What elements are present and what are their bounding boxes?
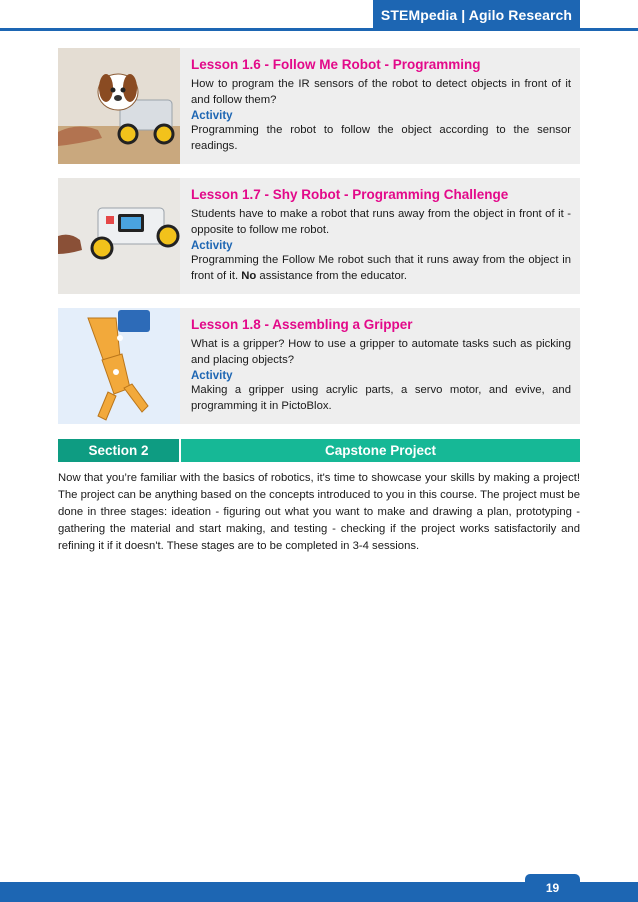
- brand-header: STEMpedia | Agilo Research: [373, 0, 580, 30]
- lesson-image-follow-me-robot: [58, 48, 180, 164]
- activity-text-bold: No: [241, 269, 257, 282]
- activity-text: Making a gripper using acrylic parts, a servo motor, and evive, and programming it in PictoBlox.: [191, 384, 571, 412]
- activity-text: Programming the robot to follow the object according to the sensor readings.: [191, 124, 571, 152]
- section-header: [58, 439, 580, 462]
- lesson-content: [180, 308, 580, 424]
- activity-text-part: assistance from the educator.: [256, 269, 408, 282]
- robot-car-illustration: [58, 178, 180, 294]
- activity-text: [191, 253, 571, 284]
- lesson-title: Lesson 1.8 - Assembling a Gripper: [191, 317, 413, 332]
- lesson-card-1-8: [58, 308, 580, 424]
- gripper-illustration: [58, 308, 180, 424]
- lesson-image-shy-robot: [58, 178, 180, 294]
- lesson-content: [180, 178, 580, 294]
- section-label: Section 2: [58, 439, 179, 462]
- section-title: Capstone Project: [181, 439, 580, 462]
- lesson-card-1-7: [58, 178, 580, 294]
- lesson-description: What is a gripper? How to use a gripper to automate tasks such as picking and placing objects?: [191, 338, 571, 366]
- page-number: 19: [525, 874, 580, 902]
- lesson-image-gripper: [58, 308, 180, 424]
- lesson-description: Students have to make a robot that runs away from the object in front of it - opposite to follow me robot.: [191, 208, 571, 236]
- lesson-content: [180, 48, 580, 164]
- lesson-title: Lesson 1.7 - Shy Robot - Programming Challenge: [191, 187, 509, 202]
- activity-text-part: Programming the Follow Me robot such that it runs away from the object in front of it.: [191, 254, 571, 282]
- activity-label: Activity: [191, 240, 233, 252]
- activity-label: Activity: [191, 370, 233, 382]
- section-body: Now that you’re familiar with the basics of robotics, it's time to showcase your skills by making a project! The project can be anything based on the concepts introduced to you in this course. The project must be done in three stages: ideation - figuring out what you want to make and drawing a plan, prototyping - gathering the material and start making, and testing - checking if the project works satisfactorily and refining it if it doesn't. These stages are to be completed in 3-4 sessions.: [58, 472, 580, 552]
- lesson-title: Lesson 1.6 - Follow Me Robot - Programming: [191, 57, 481, 72]
- lesson-card-1-6: [58, 48, 580, 164]
- activity-label: Activity: [191, 110, 233, 122]
- lesson-description: How to program the IR sensors of the robot to detect objects in front of it and follow them?: [191, 78, 571, 106]
- robot-dog-illustration: [58, 48, 180, 164]
